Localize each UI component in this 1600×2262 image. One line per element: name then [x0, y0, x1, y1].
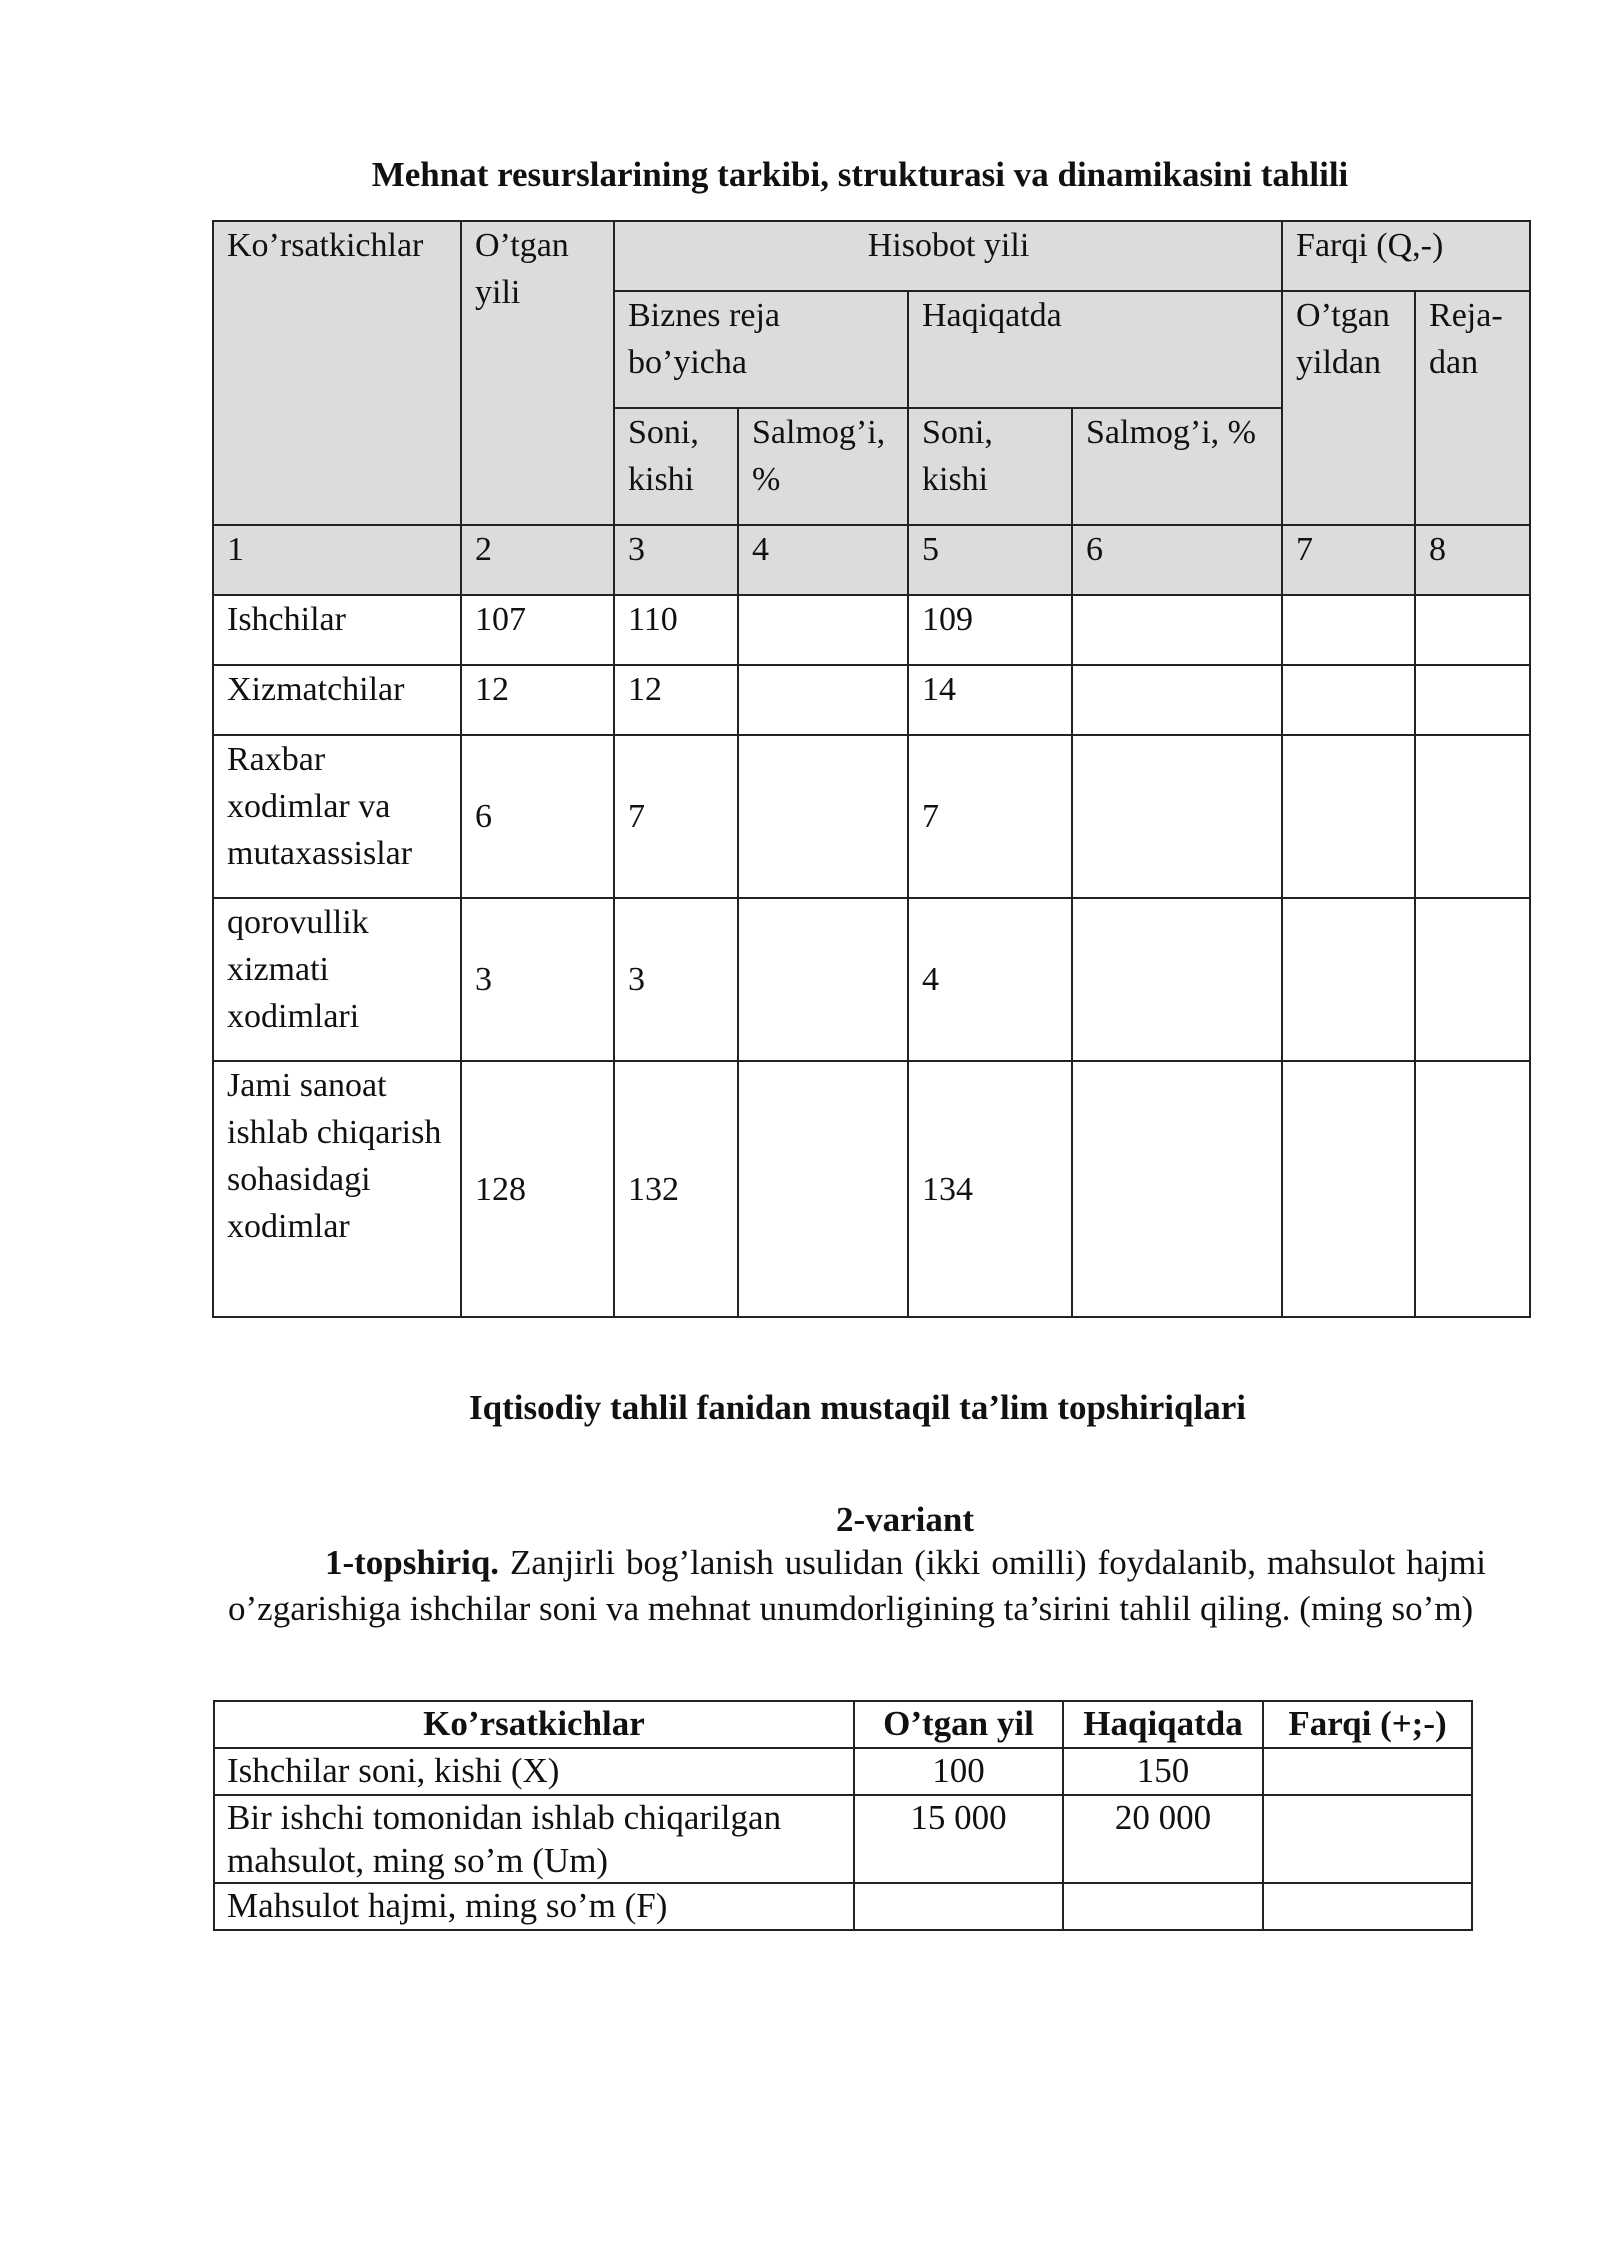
cell-diff-prev: [1282, 898, 1415, 1061]
row-label: Ishchilar: [213, 595, 461, 665]
row-label: Bir ishchi tomonidan ishlab chiqarilgan mahsulot, ming so’m (Um): [214, 1795, 854, 1883]
cell-diff-plan: [1415, 665, 1530, 735]
cell-actual: 4: [908, 898, 1072, 1061]
section-title: Iqtisodiy tahlil fanidan mustaqil ta’lim topshiriqlari: [469, 1388, 1246, 1427]
header-business-plan: Biznes reja bo’yicha: [614, 291, 908, 408]
cell-diff: [1263, 1795, 1472, 1883]
column-number-row: [213, 525, 1530, 595]
task-paragraph: [228, 1540, 1486, 1632]
cell-actual: 7: [908, 735, 1072, 898]
cell-plan-share: [738, 735, 908, 898]
header-prev-year: O’tgan yil: [854, 1701, 1063, 1748]
cell-plan: 12: [614, 665, 738, 735]
header-count-actual: Soni, kishi: [908, 408, 1072, 525]
cell-prev: 6: [461, 735, 614, 898]
header-difference: Farqi (+;-): [1263, 1701, 1472, 1748]
cell-actual: 109: [908, 595, 1072, 665]
table-row: [213, 595, 1530, 665]
header-report-year: Hisobot yili: [614, 221, 1282, 291]
col-number: 3: [614, 525, 738, 595]
cell-diff: [1263, 1748, 1472, 1795]
cell-prev: [854, 1883, 1063, 1930]
cell-plan-share: [738, 595, 908, 665]
cell-actual-share: [1072, 1061, 1282, 1317]
cell-prev: 107: [461, 595, 614, 665]
labor-resources-table: [212, 220, 1531, 1318]
header-from-prev-year: O’tgan yildan: [1282, 291, 1415, 525]
cell-actual-share: [1072, 665, 1282, 735]
table-row: [213, 898, 1530, 1061]
cell-diff-prev: [1282, 1061, 1415, 1317]
cell-plan: 132: [614, 1061, 738, 1317]
cell-diff-plan: [1415, 1061, 1530, 1317]
cell-actual-share: [1072, 898, 1282, 1061]
col-number: 5: [908, 525, 1072, 595]
factor-analysis-table: [213, 1700, 1473, 1931]
document-title: Mehnat resurslarining tarkibi, strukturasi va dinamikasini tahlili: [371, 155, 1349, 194]
header-from-plan: Reja-dan: [1415, 291, 1530, 525]
cell-diff-plan: [1415, 898, 1530, 1061]
task-text: Zanjirli bog’lanish usulidan (ikki omilli) foydalanib, mahsulot hajmi o’zgarishiga ishchilar soni va mehnat unumdorligining ta’sirini tahlil qiling. (ming so’m): [228, 1543, 1487, 1628]
row-label: Mahsulot hajmi, ming so’m (F): [214, 1883, 854, 1930]
cell-plan: 3: [614, 898, 738, 1061]
table-row: [213, 665, 1530, 735]
cell-actual: 150: [1063, 1748, 1263, 1795]
header-difference: Farqi (Q,-): [1282, 221, 1530, 291]
header-prev-year: O’tgan yili: [461, 221, 614, 525]
header-indicators: Ko’rsatkichlar: [214, 1701, 854, 1748]
row-label: Xizmatchilar: [213, 665, 461, 735]
table-row: [214, 1795, 1472, 1883]
header-actual: Haqiqatda: [1063, 1701, 1263, 1748]
cell-plan: 110: [614, 595, 738, 665]
row-label: Jami sanoat ishlab chiqarish sohasidagi xodimlar: [213, 1061, 461, 1317]
cell-actual: [1063, 1883, 1263, 1930]
header-share-plan: Salmog’i, %: [738, 408, 908, 525]
cell-diff-prev: [1282, 595, 1415, 665]
col-number: 4: [738, 525, 908, 595]
header-indicators: Ko’rsatkichlar: [213, 221, 461, 525]
cell-diff: [1263, 1883, 1472, 1930]
cell-actual: 134: [908, 1061, 1072, 1317]
cell-actual-share: [1072, 595, 1282, 665]
col-number: 2: [461, 525, 614, 595]
col-number: 6: [1072, 525, 1282, 595]
header-share-actual: Salmog’i, %: [1072, 408, 1282, 525]
cell-diff-plan: [1415, 595, 1530, 665]
cell-prev: 12: [461, 665, 614, 735]
header-actual: Haqiqatda: [908, 291, 1282, 408]
cell-actual-share: [1072, 735, 1282, 898]
cell-prev: 15 000: [854, 1795, 1063, 1883]
cell-plan-share: [738, 665, 908, 735]
cell-diff-prev: [1282, 665, 1415, 735]
row-label: Ishchilar soni, kishi (X): [214, 1748, 854, 1795]
cell-plan: 7: [614, 735, 738, 898]
cell-plan-share: [738, 1061, 908, 1317]
row-label: Raxbar xodimlar va mutaxassislar: [213, 735, 461, 898]
cell-actual: 20 000: [1063, 1795, 1263, 1883]
row-label: qorovullik xizmati xodimlari: [213, 898, 461, 1061]
header-count-plan: Soni, kishi: [614, 408, 738, 525]
table-row: [213, 1061, 1530, 1317]
cell-prev: 3: [461, 898, 614, 1061]
col-number: 8: [1415, 525, 1530, 595]
col-number: 7: [1282, 525, 1415, 595]
col-number: 1: [213, 525, 461, 595]
cell-plan-share: [738, 898, 908, 1061]
cell-prev: 100: [854, 1748, 1063, 1795]
table-row: [214, 1748, 1472, 1795]
task-label: 1-topshiriq.: [325, 1543, 500, 1582]
table-row: [214, 1883, 1472, 1930]
cell-prev: 128: [461, 1061, 614, 1317]
cell-diff-prev: [1282, 735, 1415, 898]
variant-title: 2-variant: [835, 1500, 975, 1539]
cell-diff-plan: [1415, 735, 1530, 898]
table-row: [213, 735, 1530, 898]
cell-actual: 14: [908, 665, 1072, 735]
